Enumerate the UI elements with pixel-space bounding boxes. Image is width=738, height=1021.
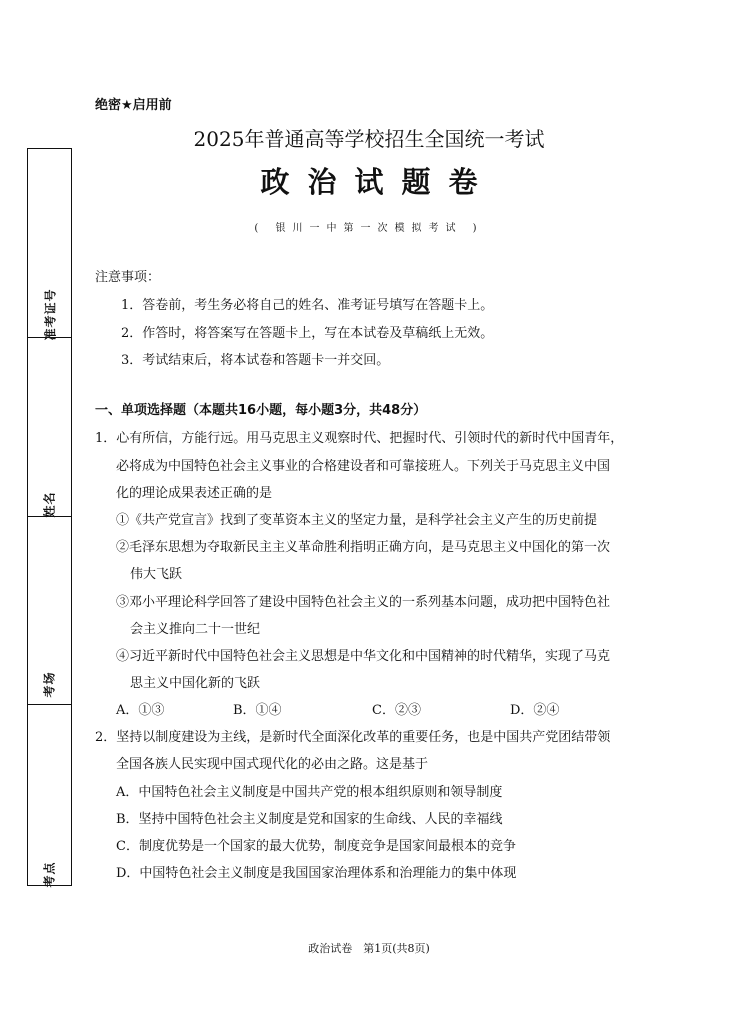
section-title: 一、单项选择题（本题共16小题，每小题3分，共48分） bbox=[95, 403, 427, 418]
notice-item: 2．作答时，将答案写在答题卡上，写在本试卷及草稿纸上无效。 bbox=[121, 326, 494, 341]
notice-item: 3．考试结束后，将本试卷和答题卡一并交回。 bbox=[121, 353, 390, 368]
strip-label-site: 考点 bbox=[42, 860, 57, 888]
q1-stem-line: 化的理论成果表述正确的是 bbox=[116, 486, 273, 501]
q1-statement: 思主义中国化新的飞跃 bbox=[130, 676, 261, 691]
q1-statement: 会主义推向二十一世纪 bbox=[130, 622, 261, 637]
strip-divider bbox=[28, 516, 71, 517]
exam-subtitle: ( 银川一中第一次模拟考试 ) bbox=[254, 223, 484, 234]
q1-statement: ④习近平新时代中国特色社会主义思想是中华文化和中国精神的时代精华，实现了马克 bbox=[116, 649, 611, 664]
q2-option-a: A．中国特色社会主义制度是中国共产党的根本组织原则和领导制度 bbox=[116, 785, 503, 800]
strip-label-room: 考场 bbox=[42, 670, 57, 698]
secret-label: 绝密★启用前 bbox=[95, 98, 172, 113]
q1-option-c: C．②③ bbox=[372, 703, 421, 718]
binding-strip bbox=[27, 148, 72, 886]
q1-stem-line: 1．心有所信，方能行远。用马克思主义观察时代、把握时代、引领时代的新时代中国青年， bbox=[95, 431, 624, 446]
strip-divider bbox=[28, 337, 71, 338]
strip-label-admission-number: 准考证号 bbox=[43, 287, 58, 341]
q1-statement: ②毛泽东思想为夺取新民主主义革命胜利指明正确方向，是马克思主义中国化的第一次 bbox=[116, 540, 611, 555]
q2-option-c: C．制度优势是一个国家的最大优势，制度竞争是国家间最根本的竞争 bbox=[116, 839, 516, 854]
notice-item: 1．答卷前，考生务必将自己的姓名、准考证号填写在答题卡上。 bbox=[121, 298, 494, 313]
q1-option-b: B．①④ bbox=[233, 703, 282, 718]
notice-title: 注意事项： bbox=[95, 270, 161, 285]
strip-divider bbox=[28, 704, 71, 705]
q1-statement: ③邓小平理论科学回答了建设中国特色社会主义的一系列基本问题，成功把中国特色社 bbox=[116, 595, 611, 610]
strip-label-name: 姓名 bbox=[42, 490, 57, 518]
q1-option-a: A．①③ bbox=[116, 703, 165, 718]
q2-option-d: D．中国特色社会主义制度是我国国家治理体系和治理能力的集中体现 bbox=[116, 866, 517, 881]
page-title: 政治试题卷 bbox=[260, 165, 496, 199]
page-footer: 政治试卷 第1页(共8页) bbox=[308, 942, 430, 955]
exam-title: 2025年普通高等学校招生全国统一考试 bbox=[193, 127, 545, 151]
q1-statement: ①《共产党宣言》找到了变革资本主义的坚定力量，是科学社会主义产生的历史前提 bbox=[116, 513, 598, 528]
q2-option-b: B．坚持中国特色社会主义制度是党和国家的生命线、人民的幸福线 bbox=[116, 812, 503, 827]
q2-stem-line: 全国各族人民实现中国式现代化的必由之路。这是基于 bbox=[116, 757, 429, 772]
q1-stem-line: 必将成为中国特色社会主义事业的合格建设者和可靠接班人。下列关于马克思主义中国 bbox=[116, 459, 611, 474]
q2-stem-line: 2．坚持以制度建设为主线，是新时代全面深化改革的重要任务，也是中国共产党团结带领 bbox=[95, 730, 611, 745]
q1-statement: 伟大飞跃 bbox=[130, 567, 183, 582]
q1-option-d: D．②④ bbox=[510, 703, 560, 718]
